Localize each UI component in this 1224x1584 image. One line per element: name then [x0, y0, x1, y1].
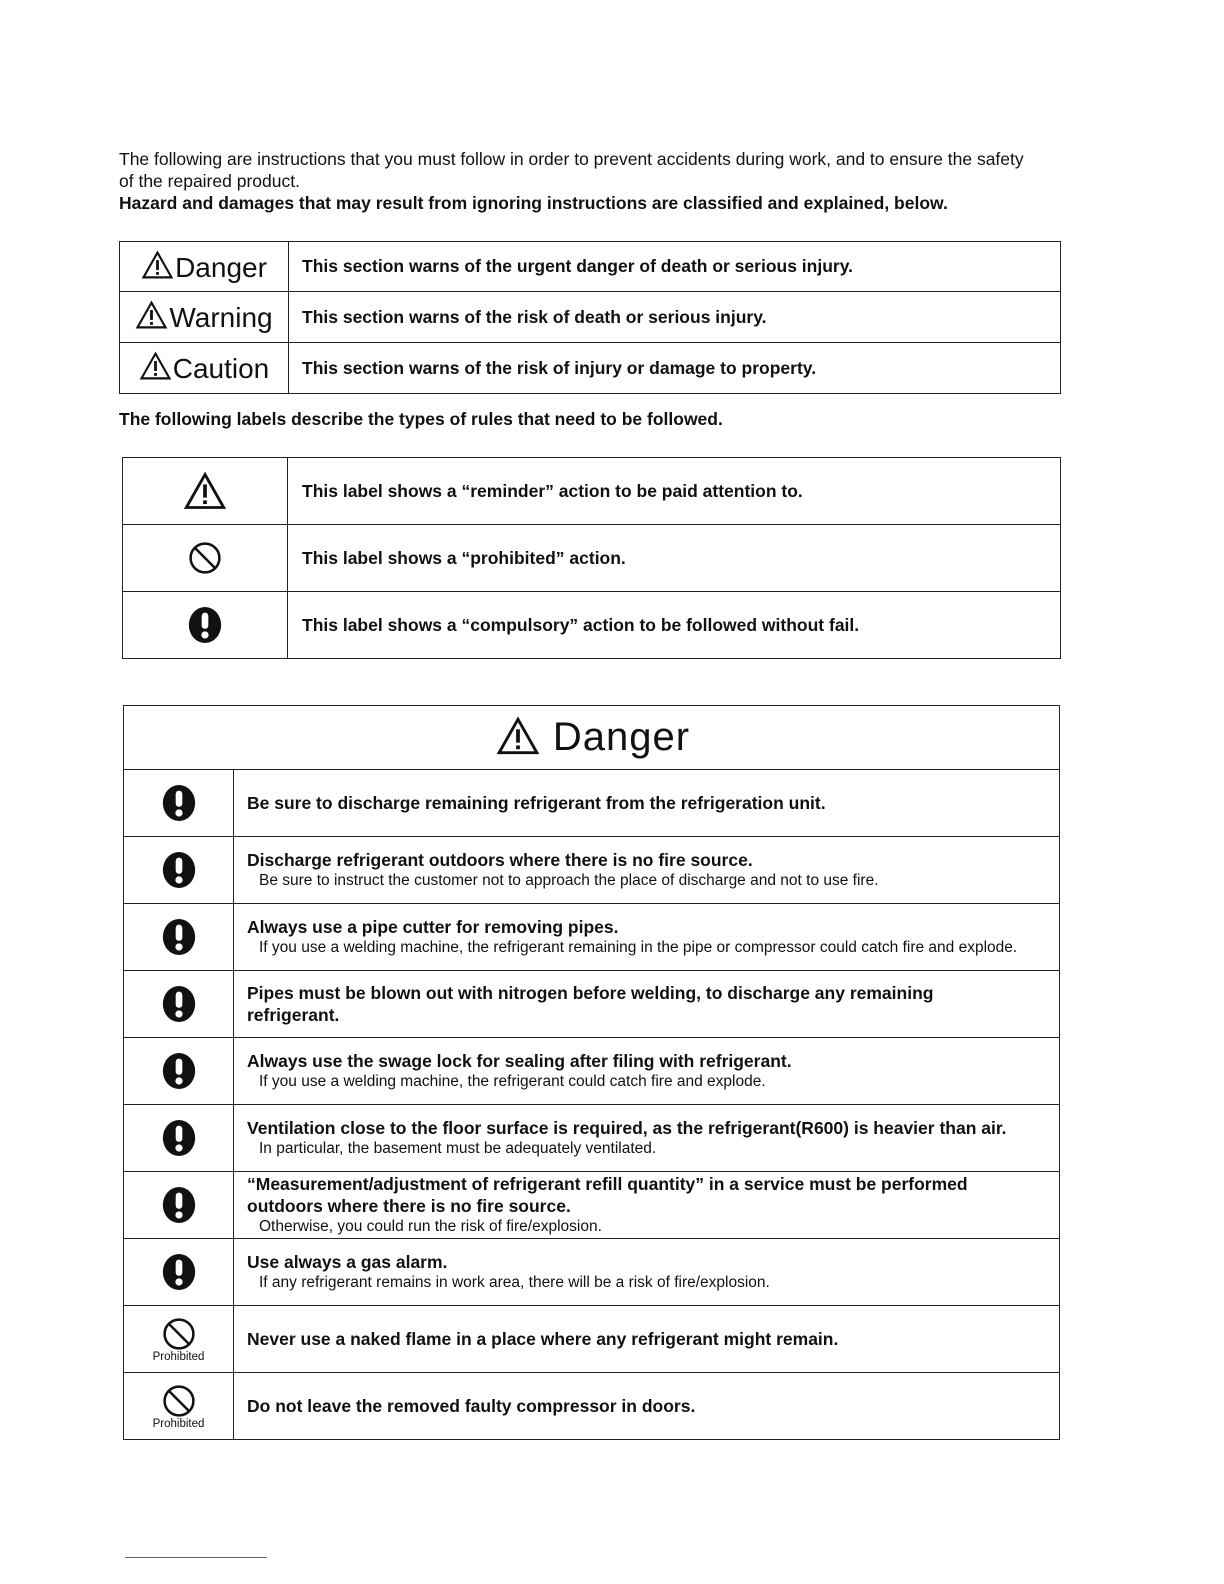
- danger-row: [124, 837, 1060, 904]
- compulsory-icon: [160, 1119, 198, 1157]
- prohibited-icon: [187, 540, 223, 576]
- danger-row: [124, 971, 1060, 1038]
- danger-row: [124, 1105, 1060, 1172]
- warning-triangle-icon: [183, 471, 227, 511]
- prohibited-label: Prohibited: [152, 1417, 205, 1430]
- label-type-text: This label shows a “compulsory” action to be followed without fail.: [288, 592, 1061, 659]
- hazard-row-danger: [120, 242, 1061, 292]
- danger-main-text: Do not leave the removed faulty compressor in doors.: [247, 1396, 696, 1416]
- prohibited-icon: [161, 1383, 197, 1419]
- warning-triangle-icon: [141, 250, 174, 280]
- danger-main-text: Be sure to discharge remaining refrigerant from the refrigeration unit.: [247, 793, 826, 813]
- hazard-label: Danger: [175, 251, 267, 283]
- danger-main-text: Always use a pipe cutter for removing pipes.: [247, 917, 619, 937]
- prohibited-label: Prohibited: [152, 1350, 205, 1363]
- label-types-table: [122, 457, 1061, 659]
- hazard-description: This section warns of the urgent danger of death or serious injury.: [289, 242, 1061, 292]
- hazard-description: This section warns of the risk of injury or damage to property.: [289, 343, 1061, 394]
- label-type-text: This label shows a “prohibited” action.: [288, 525, 1061, 592]
- intro-hazard-text: Hazard and damages that may result from ignoring instructions are classified and explained, below.: [119, 193, 948, 213]
- labels-heading: The following labels describe the types of rules that need to be followed.: [119, 409, 723, 429]
- intro-text: The following are instructions that you must follow in order to prevent accidents during work, and to ensure the safety of the repaired product.: [119, 149, 1024, 191]
- danger-note-text: If any refrigerant remains in work area, there will be a risk of fire/explosion.: [259, 1274, 770, 1291]
- danger-row: [124, 1038, 1060, 1105]
- compulsory-icon: [160, 851, 198, 889]
- danger-note-text: Otherwise, you could run the risk of fire/explosion.: [259, 1218, 602, 1235]
- label-type-row: [123, 525, 1061, 592]
- danger-row: [124, 770, 1060, 837]
- danger-row: [124, 1373, 1060, 1440]
- compulsory-icon: [160, 1052, 198, 1090]
- compulsory-icon: [186, 606, 224, 644]
- compulsory-icon: [160, 1253, 198, 1291]
- danger-header-row: [124, 706, 1060, 770]
- danger-main-text: Ventilation close to the floor surface is required, as the refrigerant(R600) is heavier than air.: [247, 1118, 1007, 1138]
- danger-main-text: Pipes must be blown out with nitrogen before welding, to discharge any remaining refrigerant.: [247, 983, 934, 1025]
- prohibited-icon: [161, 1316, 197, 1352]
- label-type-row: [123, 458, 1061, 525]
- danger-note-text: If you use a welding machine, the refrigerant could catch fire and explode.: [259, 1073, 766, 1090]
- danger-row: [124, 1306, 1060, 1373]
- compulsory-icon: [160, 784, 198, 822]
- danger-main-text: Always use the swage lock for sealing after filing with refrigerant.: [247, 1051, 792, 1071]
- compulsory-icon: [160, 1186, 198, 1224]
- danger-note-text: Be sure to instruct the customer not to approach the place of discharge and not to use fire.: [259, 872, 879, 889]
- hazard-label: Caution: [172, 353, 270, 384]
- danger-main-text: Use always a gas alarm.: [247, 1252, 448, 1272]
- compulsory-icon: [160, 985, 198, 1023]
- danger-note-text: If you use a welding machine, the refrigerant remaining in the pipe or compressor could catch fire and explode.: [259, 939, 1018, 956]
- danger-row: [124, 1172, 1060, 1239]
- intro: [119, 148, 1039, 214]
- danger-main-text: “Measurement/adjustment of refrigerant refill quantity” in a service must be performed outdoors where there is no fire source.: [247, 1174, 968, 1216]
- hazard-label: Warning: [169, 302, 273, 333]
- hazard-level-table: [119, 241, 1061, 394]
- danger-row: [124, 904, 1060, 971]
- danger-row: [124, 1239, 1060, 1306]
- label-type-text: This label shows a “reminder” action to be paid attention to.: [288, 458, 1061, 525]
- danger-table: [123, 705, 1060, 1440]
- label-type-row: [123, 592, 1061, 659]
- danger-note-text: In particular, the basement must be adequately ventilated.: [259, 1140, 657, 1157]
- footer-divider: [125, 1557, 267, 1558]
- hazard-row-warning: [120, 292, 1061, 343]
- danger-title: Danger: [552, 715, 691, 759]
- warning-triangle-icon: [139, 351, 172, 381]
- danger-main-text: Never use a naked flame in a place where any refrigerant might remain.: [247, 1329, 839, 1349]
- warning-triangle-icon: [493, 716, 543, 756]
- hazard-description: This section warns of the risk of death or serious injury.: [289, 292, 1061, 343]
- danger-main-text: Discharge refrigerant outdoors where there is no fire source.: [247, 850, 753, 870]
- hazard-row-caution: [120, 343, 1061, 394]
- compulsory-icon: [160, 918, 198, 956]
- warning-triangle-icon: [135, 300, 168, 330]
